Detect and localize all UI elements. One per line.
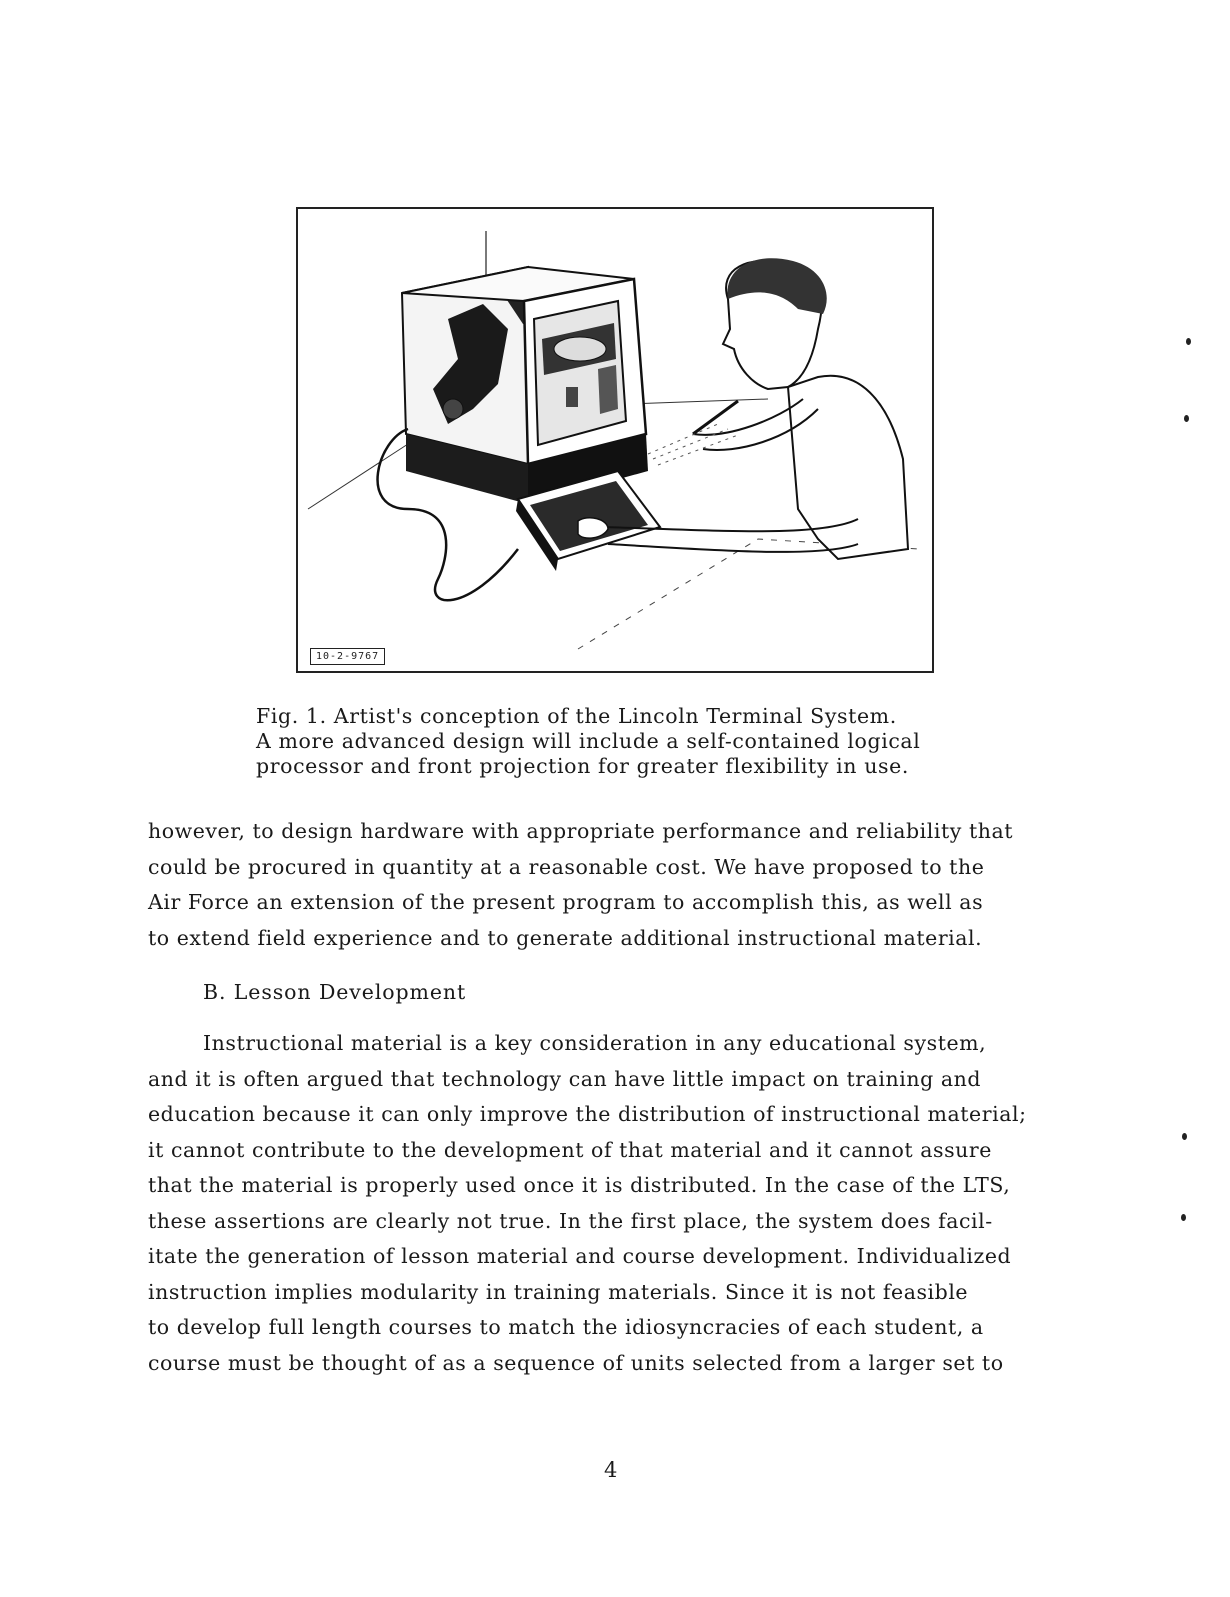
margin-speck	[1184, 415, 1189, 422]
margin-speck	[1181, 1214, 1186, 1221]
page-number: 4	[604, 1458, 618, 1482]
text-line: that the material is properly used once it is distributed. In the case of the LTS,	[148, 1173, 1011, 1197]
text-line: these assertions are clearly not true. In the first place, the system does facil-	[148, 1208, 993, 1233]
text-line: Air Force an extension of the present program to accomplish this, as well as	[148, 890, 984, 914]
text-line: course must be thought of as a sequence of units selected from a larger set to	[148, 1350, 1004, 1375]
terminal-illustration	[298, 209, 932, 671]
text-line: however, to design hardware with appropriate performance and reliability that	[148, 819, 1014, 843]
paragraph-1	[148, 814, 1108, 956]
caption-line: processor and front projection for greater flexibility in use.	[256, 754, 909, 778]
text-line: Instructional material is a key consideration in any educational system,	[203, 1031, 987, 1055]
text-line: itate the generation of lesson material and course development. Individualized	[148, 1244, 1012, 1268]
figure-illustration	[296, 207, 934, 673]
text-line: to develop full length courses to match the idiosyncracies of each student, a	[148, 1315, 984, 1339]
caption-line: Fig. 1. Artist's conception of the Lincoln Terminal System.	[256, 704, 897, 728]
text-line: education because it can only improve the distribution of instructional material;	[148, 1102, 1027, 1126]
figure-tag: 10-2-9767	[310, 648, 385, 665]
margin-speck	[1186, 338, 1191, 345]
section-heading: B. Lesson Development	[203, 980, 467, 1004]
text-line: to extend field experience and to generate additional instructional material.	[148, 925, 983, 950]
caption-line: A more advanced design will include a self-contained logical	[256, 729, 921, 753]
text-line: and it is often argued that technology can have little impact on training and	[148, 1066, 982, 1091]
paragraph-2	[148, 1026, 1108, 1381]
text-line: instruction implies modularity in training materials. Since it is not feasible	[148, 1279, 969, 1304]
figure-caption	[256, 704, 996, 779]
text-line: it cannot contribute to the development of that material and it cannot assure	[148, 1137, 992, 1162]
margin-speck	[1182, 1133, 1187, 1140]
text-line: could be procured in quantity at a reasonable cost. We have proposed to the	[148, 854, 985, 879]
